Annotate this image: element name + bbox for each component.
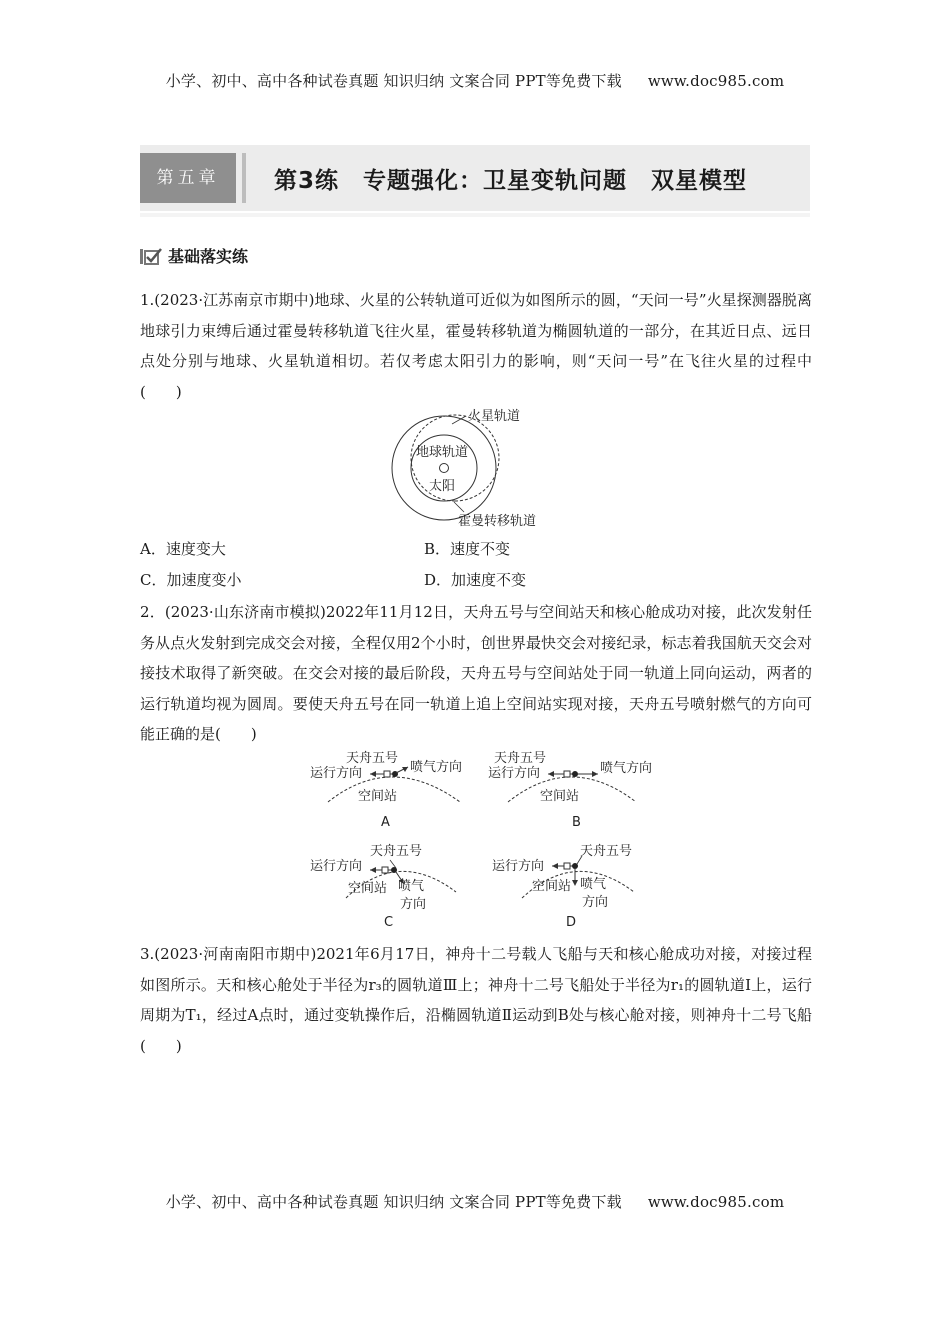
footer-text: 小学、初中、高中各种试卷真题 知识归纳 文案合同 PPT等免费下载 [165, 1193, 622, 1211]
page-footer [0, 1191, 950, 1212]
checkbox-icon [140, 248, 162, 269]
docking-figure-d [486, 840, 656, 932]
q1-option-a[interactable]: A．速度变大 [140, 540, 226, 558]
earth-orbit-label: 地球轨道 [416, 445, 469, 460]
figure-label: 天舟五号 [580, 844, 633, 859]
section-title: 基础落实练 [168, 247, 249, 266]
figure-label: 天舟五号 [494, 751, 547, 766]
footer-site[interactable]: www.doc985.com [647, 1193, 785, 1211]
q1-option-c[interactable]: C．加速度变小 [140, 571, 242, 589]
figure-label: 天舟五号 [370, 844, 423, 859]
figure-label: C [384, 915, 394, 930]
chapter-banner [140, 145, 810, 211]
mars-orbit-label: 火星轨道 [468, 409, 521, 424]
sun-dot [440, 464, 449, 473]
docking-figure-b [486, 744, 656, 834]
figure-label: 喷气 [398, 879, 425, 894]
figure-label: 喷气方向 [600, 761, 653, 776]
header-site[interactable]: www.doc985.com [647, 72, 785, 90]
docking-figure-c [306, 840, 476, 932]
figure-label: 喷气 [580, 877, 607, 892]
sun-label: 太阳 [429, 479, 456, 494]
figure-label: 天舟五号 [346, 751, 399, 766]
chapter-tag: 第五章 [140, 153, 236, 203]
figure-label: 空间站 [540, 789, 580, 804]
header-text: 小学、初中、高中各种试卷真题 知识归纳 文案合同 PPT等免费下载 [165, 72, 622, 90]
page-header [0, 70, 950, 91]
orbit-figure [380, 402, 580, 532]
question-1-text: 1.(2023·江苏南京市期中)地球、火星的公转轨道可近似为如图所示的圆，“天问一号”火星探测器脱离地球引力束缚后通过霍曼转移轨道飞往火星，霍曼转移轨道为椭圆轨道的一部分，在其近日点、远日点处分别与地球、火星轨道相切。若仅考虑太阳引力的影响，则“天问一号”在飞往火星的过程中( ) [140, 291, 812, 401]
question-3-text: 3.(2023·河南南阳市期中)2021年6月17日，神舟十二号载人飞船与天和核心舱成功对接，对接过程如图所示。天和核心舱处于半径为r₃的圆轨道Ⅲ上；神舟十二号飞船处于半径为r₁的圆轨道Ⅰ上，运行周期为T₁，经过A点时，通过变轨操作后，沿椭圆轨道Ⅱ运动到B处与核心舱对接，则神舟十二号飞船( ) [140, 945, 812, 1055]
figure-label: 运行方向 [310, 766, 363, 781]
banner-divider [242, 153, 246, 203]
question-2-text: 2．(2023·山东济南市模拟)2022年11月12日，天舟五号与空间站天和核心舱成功对接，此次发射任务从点火发射到完成交会对接，全程仅用2个小时，创世界最快交会对接纪录，标志着我国航天交会对接技术取得了新突破。在交会对接的最后阶段，天舟五号与空间站处于同一轨道上同向运动，两者的运行轨道均视为圆周。要使天舟五号在同一轨道上追上空间站实现对接，天舟五号喷射燃气的方向可能正确的是( ) [140, 603, 812, 743]
figure-label: 空间站 [532, 879, 572, 894]
figure-label: 方向 [400, 897, 427, 912]
figure-label: A [381, 815, 390, 830]
hohmann-orbit-label: 霍曼转移轨道 [458, 514, 537, 529]
figure-label: 运行方向 [488, 766, 541, 781]
figure-label: 运行方向 [492, 859, 545, 874]
section-heading [140, 244, 248, 269]
figure-label: D [566, 915, 577, 930]
figure-label: 空间站 [348, 881, 388, 896]
figure-label: B [572, 815, 581, 830]
page-title: 第3练 专题强化：卫星变轨问题 双星模型 [274, 168, 748, 194]
q1-option-b[interactable]: B．速度不变 [424, 540, 511, 558]
figure-label: 运行方向 [310, 859, 363, 874]
docking-figure-a [306, 744, 476, 834]
figure-label: 空间站 [358, 789, 398, 804]
q1-option-d[interactable]: D．加速度不变 [424, 571, 527, 589]
figure-label: 喷气方向 [410, 760, 463, 775]
figure-label: 方向 [582, 895, 609, 910]
